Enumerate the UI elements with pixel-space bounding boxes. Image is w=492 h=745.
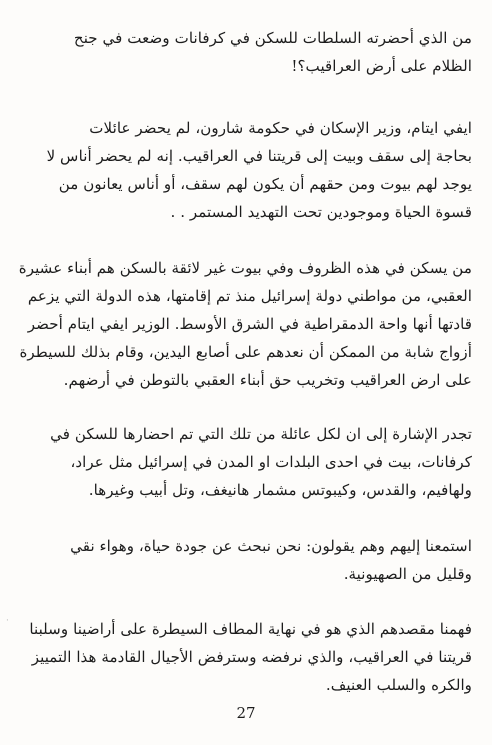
- page-number: 27: [236, 704, 256, 722]
- text-line: بحاجة إلى سقف وبيت إلى قريتنا في العراقيب. إنه لم يحضر أناس لا: [46, 147, 472, 165]
- text-line: ايفي ايتام، وزير الإسكان في حكومة شارون، لم يحضر عائلات: [89, 119, 472, 137]
- paragraph-2: [47, 114, 472, 226]
- text-line: العقبي، من مواطني دولة إسرائيل منذ تم إقامتها، هذه الدولة التي يزعم: [27, 287, 472, 305]
- text-line: الظلام على أرض العراقيب؟!: [291, 57, 472, 75]
- text-line: وقليل من الصهيونية.: [343, 565, 472, 583]
- text-line: استمعنا إليهم وهم يقولون: نحن نبحث عن جودة حياة، وهواء نقي: [70, 537, 472, 555]
- text-line: على ارض العراقيب وتخريب حق أبناء العقبي بالتوطن في أرضهم.: [63, 371, 472, 389]
- paragraph-5: [70, 532, 472, 588]
- paragraph-6: [29, 615, 472, 699]
- text-line: فهمنا مقصدهم الذي هو في نهاية المطاف السيطرة على أراضينا وسلبنا: [29, 620, 472, 638]
- text-line: يوجد لهم بيوت ومن حقهم أن يكون لهم سقف، أو أناس يعانون من: [58, 175, 472, 193]
- text-line: أزواج شابة من الممكن أن نعدهم على أصابع اليدين، وقام بذلك للسيطرة: [19, 343, 472, 361]
- paragraph-4: [50, 420, 472, 504]
- text-line: تجدر الإشارة إلى ان لكل عائلة من تلك التي تم احضارها للسكن في: [50, 425, 472, 443]
- paragraph-3: [19, 254, 472, 394]
- text-line: كرفانات، بيت في احدى البلدات او المدن في إسرائيل مثل عراد،: [70, 453, 472, 471]
- text-line: من الذي أحضرته السلطات للسكن في كرفانات وضعت في جنح: [73, 29, 472, 47]
- text-line: والكره والسلب العنيف.: [325, 676, 472, 694]
- page-edge-mark: ·: [6, 616, 9, 626]
- text-line: من يسكن في هذه الظروف وفي بيوت غير لائقة بالسكن هم أبناء عشيرة: [18, 259, 472, 277]
- text-line: ولهافيم، والقدس، وكيبوتس مشمار هانيغف، وتل أبيب وغيرها.: [88, 481, 472, 499]
- text-line: قريتنا في العراقيب، والذي نرفضه وسترفض الأجيال القادمة هذا التمييز: [31, 648, 472, 666]
- paragraph-1: [74, 24, 472, 80]
- text-line: قسوة الحياة وموجودين تحت التهديد المستمر . .: [170, 203, 472, 221]
- text-line: قادتها أنها واحة الدمقراطية في الشرق الأوسط. الوزير ايفي ايتام أحضر: [27, 315, 472, 333]
